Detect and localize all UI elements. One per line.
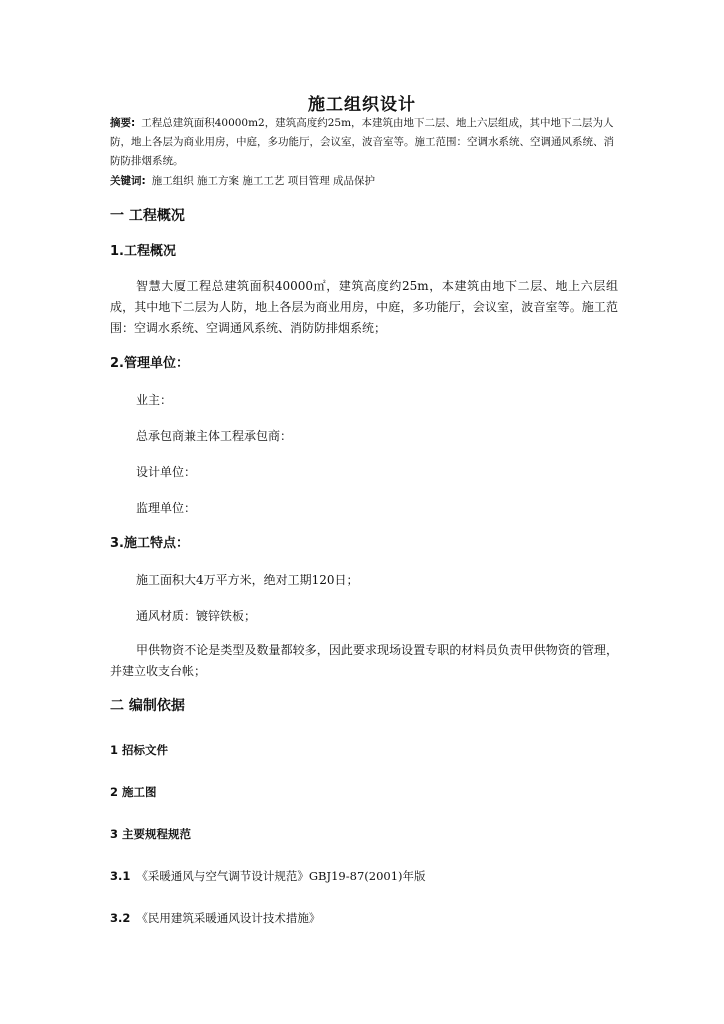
subsection-heading-overview: 1.工程概况	[110, 244, 176, 259]
document-title: 施工组织设计	[308, 95, 416, 115]
standard-3-2-number: 3.2	[110, 911, 131, 925]
management-supervision-unit: 监理单位：	[136, 501, 197, 515]
keywords-label: 关键词:	[110, 175, 146, 187]
standard-3-1-number: 3.1	[110, 869, 131, 883]
standard-3-1-text: 《采暖通风与空气调节设计规范》GBJ19-87(2001)年版	[136, 869, 426, 883]
overview-paragraph: 智慧大厦工程总建筑面积40000㎡，建筑高度约25m，本建筑由地下二层、地上六层组成，其中地下二层为人防，地上各层为商业用房，中庭，多功能厅，会议室，波音室等。施工范围：空调水系统、空调通风系统、消防防排烟系统；	[110, 279, 618, 335]
standard-3-2	[110, 908, 620, 928]
abstract-text: 工程总建筑面积40000m2，建筑高度约25m，本建筑由地下二层、地上六层组成，其中地下二层为人防，地上各层为商业用房，中庭，多功能厅，会议室，波音室等。施工范围：空调水系统、空调通风系统、消防防排烟系统。	[110, 117, 614, 167]
standard-3-2-text: 《民用建筑采暖通风设计技术措施》	[136, 911, 321, 925]
standard-3-1	[110, 866, 620, 886]
feature-material: 通风材质：镀锌铁板；	[136, 609, 257, 623]
abstract	[110, 114, 620, 171]
subsection-heading-management: 2.管理单位：	[110, 356, 189, 371]
abstract-label: 摘要:	[110, 117, 136, 129]
section-heading-overview: 一 工程概况	[110, 208, 185, 224]
management-owner: 业主：	[136, 393, 173, 407]
section-heading-basis: 二 编制依据	[110, 698, 185, 714]
management-design-unit: 设计单位：	[136, 465, 197, 479]
feature-area: 施工面积大4万平方米，绝对工期120日；	[136, 573, 359, 587]
keywords	[110, 172, 620, 191]
subsection-heading-features: 3.施工特点：	[110, 536, 189, 551]
basis-item-standards: 3 主要规程规范	[110, 827, 192, 841]
basis-item-tender: 1 招标文件	[110, 743, 169, 757]
basis-item-drawings: 2 施工图	[110, 785, 157, 799]
feature-supplies-paragraph: 甲供物资不论是类型及数量都较多，因此要求现场设置专职的材料员负责甲供物资的管理，并建立收支台帐；	[110, 643, 618, 678]
management-general-contractor: 总承包商兼主体工程承包商：	[136, 429, 293, 443]
keywords-text: 施工组织 施工方案 施工工艺 项目管理 成品保护	[151, 175, 376, 187]
